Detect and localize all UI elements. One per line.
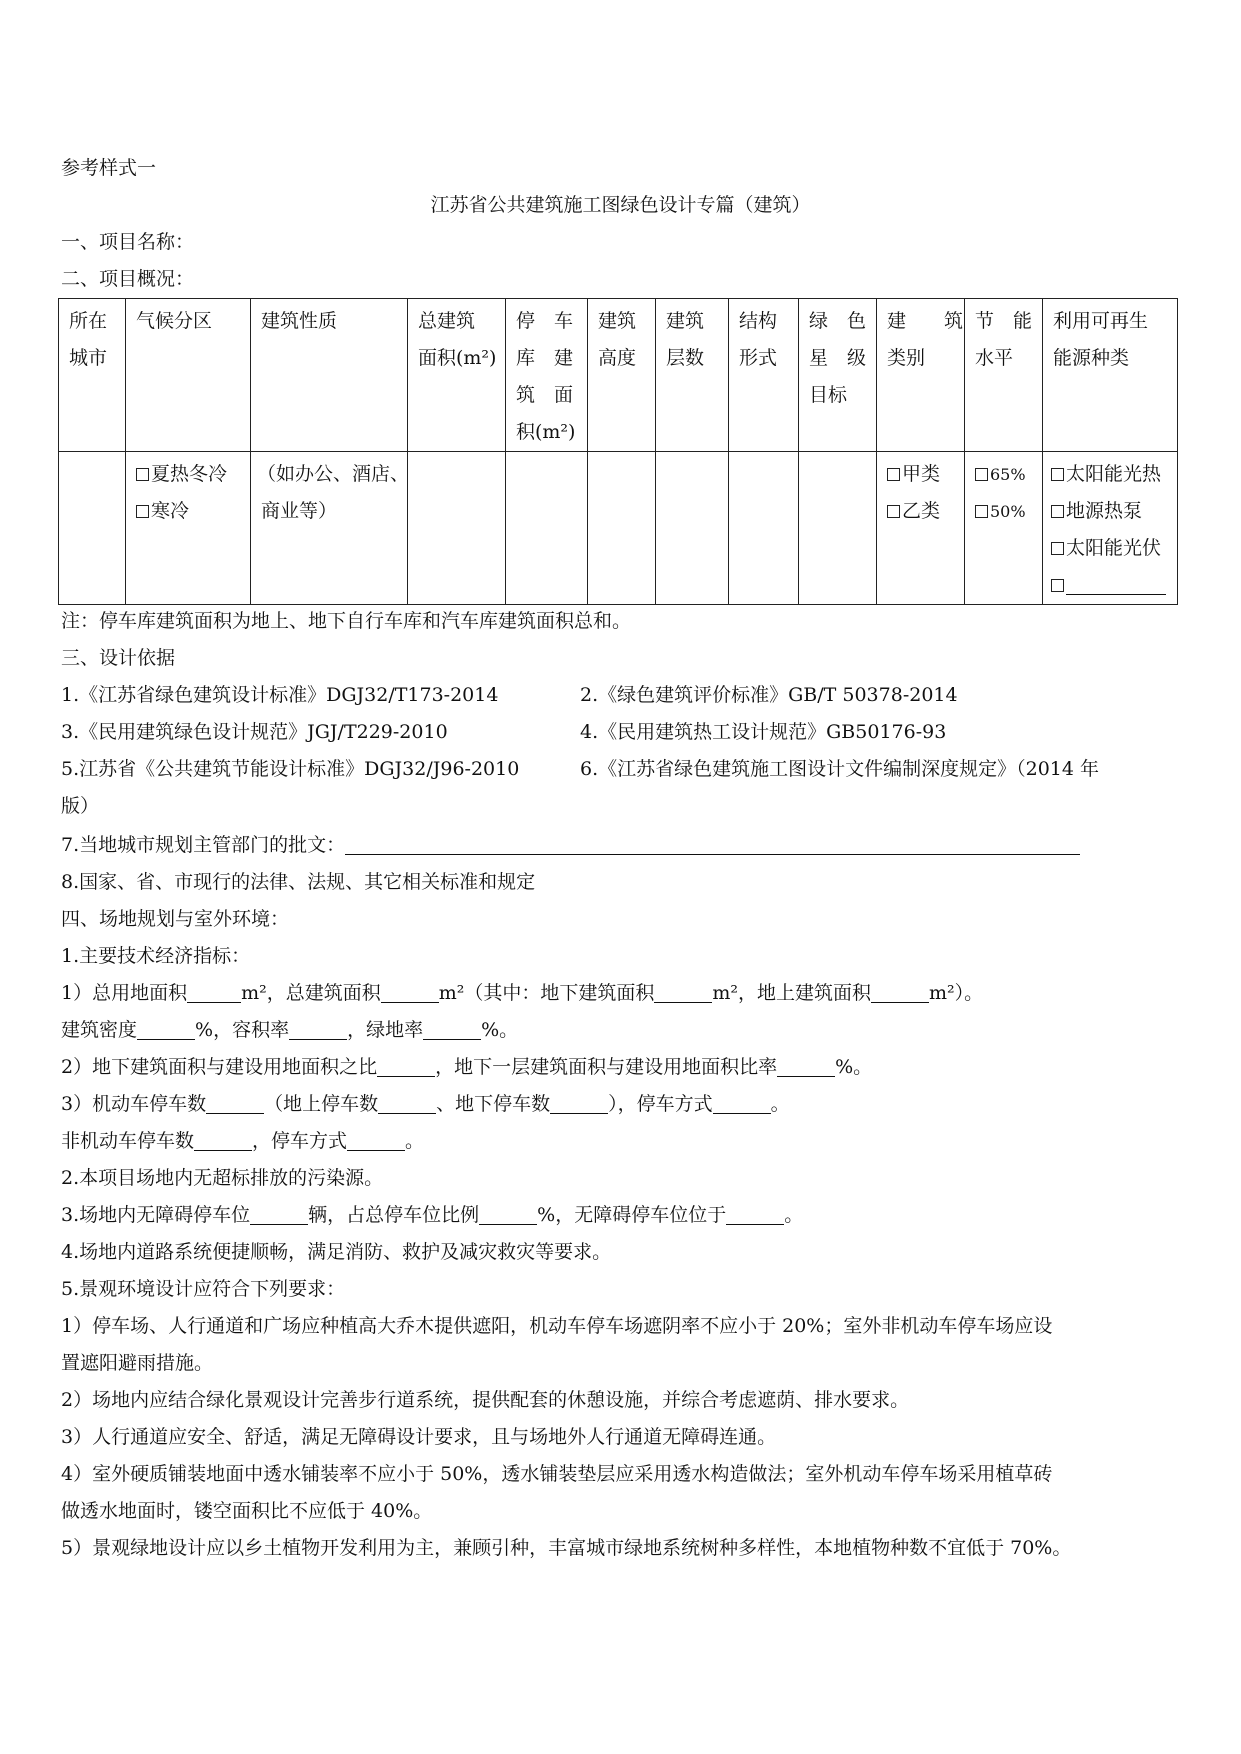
indicator-line-2: 2）地下建筑面积与建设用地面积之比 ，地下一层建筑面积与建设用地面积比率 %。: [61, 1056, 873, 1078]
renewable-other-blank[interactable]: [1066, 575, 1166, 595]
header-energy-level: 节 能 水平: [965, 299, 1043, 452]
blank-total-land-area[interactable]: [187, 983, 241, 1003]
style-label: 参考样式一: [61, 157, 157, 179]
checkbox-icon[interactable]: [1051, 468, 1064, 481]
header-city: 所在 城市: [59, 299, 126, 452]
cell-city[interactable]: [59, 452, 126, 605]
item-landscape: 5.景观环境设计应符合下列要求：: [61, 1278, 346, 1300]
document-title: 江苏省公共建筑施工图绿色设计专篇（建筑）: [430, 194, 811, 216]
indicator-line-3b: 非机动车停车数 ，停车方式 。: [61, 1130, 425, 1152]
blank-accessible-ratio[interactable]: [479, 1205, 537, 1225]
blank-underground-parking[interactable]: [550, 1094, 608, 1114]
section-project-overview: 二、项目概况：: [61, 268, 195, 290]
cell-building-height[interactable]: [588, 452, 656, 605]
blank-underground-ratio[interactable]: [377, 1057, 435, 1077]
landscape-req-5: 5）景观绿地设计应以乡土植物开发利用为主，兼顾引种，丰富城市绿地系统树种多样性，本地植物种数不宜低于 70%。: [61, 1537, 1072, 1559]
item-pollution: 2.本项目场地内无超标排放的污染源。: [61, 1167, 384, 1189]
indicator-line-1: 1）总用地面积 m²，总建筑面积 m²（其中：地下建筑面积 m²，地上建筑面积 m²）。: [61, 982, 984, 1004]
header-structure: 结构 形式: [729, 299, 799, 452]
reference-3: 3.《民用建筑绿色设计规范》JGJ/T229-2010: [61, 721, 448, 743]
renewable-option-other[interactable]: [1051, 567, 1169, 604]
reference-1: 1.《江苏省绿色建筑设计标准》DGJ32/T173-2014: [61, 684, 499, 706]
climate-option-cold[interactable]: 寒冷: [136, 493, 242, 530]
header-floor-count: 建筑 层数: [656, 299, 729, 452]
reference-2: 2.《绿色建筑评价标准》GB/T 50378-2014: [580, 684, 958, 706]
landscape-req-3: 3）人行通道应安全、舒适，满足无障碍设计要求，且与场地外人行通道无障碍连通。: [61, 1426, 777, 1448]
header-renewable-energy: 利用可再生 能源种类: [1043, 299, 1178, 452]
header-building-category: 建 筑 类别: [877, 299, 965, 452]
cell-energy-level: [965, 452, 1043, 605]
header-green-star: 绿 色 星 级 目标: [799, 299, 877, 452]
header-building-height: 建筑 高度: [588, 299, 656, 452]
reference-6: 6.《江苏省绿色建筑施工图设计文件编制深度规定》（2014 年: [580, 758, 1100, 780]
cell-climate-zone: [126, 452, 251, 605]
climate-option-hot-summer-cold-winter[interactable]: 夏热冬冷: [136, 456, 242, 493]
reference-4: 4.《民用建筑热工设计规范》GB50176-93: [580, 721, 947, 743]
header-garage-area: 停 车 库 建 筑 面 积(m²): [506, 299, 588, 452]
section-site-planning: 四、场地规划与室外环境：: [61, 908, 290, 930]
reference-5: 5.江苏省《公共建筑节能设计标准》DGJ32/J96-2010: [61, 758, 520, 780]
landscape-req-2: 2）场地内应结合绿化景观设计完善步行道系统，提供配套的休憩设施，并综合考虑遮荫、排水要求。: [61, 1389, 910, 1411]
blank-floor-area-ratio[interactable]: [289, 1020, 347, 1040]
cell-renewable-energy: [1043, 452, 1178, 605]
landscape-req-1a: 1）停车场、人行通道和广场应种植高大乔木提供遮阳，机动车停车场遮阴率不应小于 20%；室外非机动车停车场应设: [61, 1315, 1053, 1337]
blank-vehicle-parking[interactable]: [206, 1094, 264, 1114]
checkbox-icon[interactable]: [1051, 542, 1064, 555]
checkbox-icon[interactable]: [975, 468, 988, 481]
cell-building-category: [877, 452, 965, 605]
checkbox-icon[interactable]: [1051, 579, 1064, 592]
checkbox-icon[interactable]: [1051, 505, 1064, 518]
approval-blank[interactable]: [345, 835, 1080, 855]
cell-building-nature[interactable]: （如办公、酒店、 商业等）: [251, 452, 408, 605]
section-project-name: 一、项目名称：: [61, 231, 195, 253]
landscape-req-4a: 4）室外硬质铺装地面中透水铺装率不应小于 50%，透水铺装垫层应采用透水构造做法；室外机动车停车场采用植草砖: [61, 1463, 1053, 1485]
checkbox-icon[interactable]: [887, 505, 900, 518]
energy-option-65[interactable]: 65%: [975, 456, 1034, 493]
cell-floor-count[interactable]: [656, 452, 729, 605]
blank-building-density[interactable]: [137, 1020, 195, 1040]
reference-6-cont: 版）: [61, 795, 100, 817]
checkbox-icon[interactable]: [136, 505, 149, 518]
checkbox-icon[interactable]: [975, 505, 988, 518]
cell-structure[interactable]: [729, 452, 799, 605]
table-body-row: [59, 452, 1178, 605]
header-building-nature: 建筑性质: [251, 299, 408, 452]
blank-total-building-area[interactable]: [381, 983, 439, 1003]
cell-green-star[interactable]: [799, 452, 877, 605]
renewable-option-solar-thermal[interactable]: 太阳能光热: [1051, 456, 1169, 493]
table-header-row: [59, 299, 1178, 452]
blank-bike-parking-method[interactable]: [347, 1131, 405, 1151]
blank-parking-method[interactable]: [713, 1094, 771, 1114]
renewable-option-ground-source[interactable]: 地源热泵: [1051, 493, 1169, 530]
category-option-a[interactable]: 甲类: [887, 456, 956, 493]
item-roads: 4.场地内道路系统便捷顺畅，满足消防、救护及减灾救灾等要求。: [61, 1241, 612, 1263]
item-economic-indicators: 1.主要技术经济指标：: [61, 945, 251, 967]
blank-bike-parking[interactable]: [194, 1131, 252, 1151]
blank-basement-ratio[interactable]: [777, 1057, 835, 1077]
blank-accessible-spaces[interactable]: [250, 1205, 308, 1225]
item-accessible-parking: 3.场地内无障碍停车位 辆，占总停车位比例 %，无障碍停车位位于 。: [61, 1204, 804, 1226]
indicator-line-3: 3）机动车停车数 （地上停车数 、地下停车数 ），停车方式 。: [61, 1093, 790, 1115]
cell-total-area[interactable]: [408, 452, 506, 605]
reference-7: 7.当地城市规划主管部门的批文：: [61, 835, 1080, 855]
landscape-req-4b: 做透水地面时，镂空面积比不应低于 40%。: [61, 1500, 433, 1522]
table-note: 注：停车库建筑面积为地上、地下自行车库和汽车库建筑面积总和。: [61, 610, 632, 632]
header-total-area: 总建筑 面积(m²): [408, 299, 506, 452]
header-climate-zone: 气候分区: [126, 299, 251, 452]
category-option-b[interactable]: 乙类: [887, 493, 956, 530]
renewable-option-solar-pv[interactable]: 太阳能光伏: [1051, 530, 1169, 567]
blank-green-ratio[interactable]: [423, 1020, 481, 1040]
blank-accessible-location[interactable]: [726, 1205, 784, 1225]
checkbox-icon[interactable]: [887, 468, 900, 481]
checkbox-icon[interactable]: [136, 468, 149, 481]
section-design-basis: 三、设计依据: [61, 647, 176, 669]
indicator-line-1b: 建筑密度 %，容积率 ，绿地率 %。: [61, 1019, 519, 1041]
reference-8: 8.国家、省、市现行的法律、法规、其它相关标准和规定: [61, 871, 536, 893]
blank-underground-area[interactable]: [654, 983, 712, 1003]
cell-garage-area[interactable]: [506, 452, 588, 605]
project-overview-table: [58, 298, 1178, 605]
blank-surface-parking[interactable]: [378, 1094, 436, 1114]
energy-option-50[interactable]: 50%: [975, 493, 1034, 530]
blank-above-ground-area[interactable]: [871, 983, 929, 1003]
landscape-req-1b: 置遮阳避雨措施。: [61, 1352, 214, 1374]
